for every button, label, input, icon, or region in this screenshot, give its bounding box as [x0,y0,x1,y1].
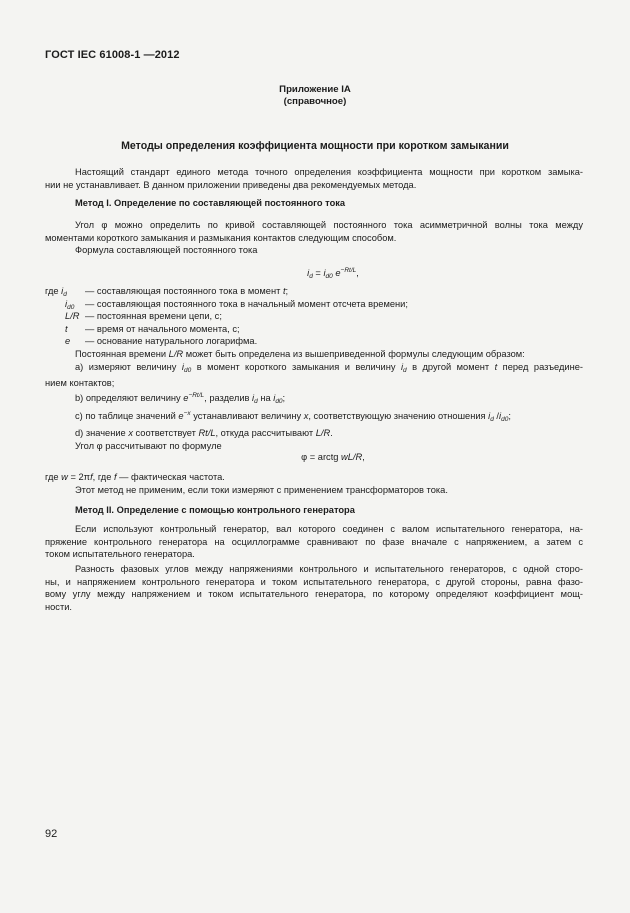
definition-symbol: e [65,336,71,347]
text-subscript: d [403,366,407,374]
definition-text: — составляющая постоянного тока в момент [85,286,283,296]
definition-punct: ; [285,286,289,296]
text-var: Rt/L [198,427,216,438]
standard-number: ГОСТ IEC 61008-1 —2012 [45,49,180,61]
definition-symbol: t [65,323,68,334]
method-1-text [45,219,583,257]
formula-operator: = [312,268,324,278]
formula-symbol: i [323,268,326,278]
definition-subscript: d0 [67,303,75,311]
method-1-p3 [45,348,583,361]
text-var: L/R [168,348,184,359]
definition-text: — постоянная времени цепи, с; [85,311,222,322]
appendix-title: Приложение IA [279,84,351,95]
text-var: x [303,411,309,422]
formula-text: φ = arctg [301,452,342,462]
intro-paragraph [45,166,583,191]
text-run: . [330,427,333,438]
text-var: e [178,411,184,422]
text-run: , где [92,472,114,482]
intro-line: нии не устанавливает. В данном приложении приведены два рекомендуемых метода. [45,179,417,190]
method-2-p1-line: Если используют контрольный генератор, вал которого соединен с валом испытательного генератора, на- [75,524,583,534]
definition-symbol: L/R [65,311,80,322]
step-a-cont: нием контактов; [45,378,115,389]
definition-subscript: d [63,291,67,298]
method-1-p4: Угол φ рассчитывают по формуле [75,440,222,451]
method-1-heading: Метод I. Определение по составляющей постоянного тока [75,198,346,208]
text-run: ; [282,392,286,403]
text-run: Постоянная времени [75,348,169,359]
definition-var: t [282,286,286,296]
text-var: f [90,472,93,482]
method-2-p2 [45,563,583,613]
method-1-p1-line: Угол φ можно определить по кривой составляющей постоянного тока асимметричной волны тока между [75,220,583,230]
step-d [45,427,583,440]
formula-punct: , [362,452,365,462]
definition-symbol: i [61,286,64,296]
formula-subscript: d0 [325,273,333,280]
method-2-p1-line: током испытательного генератора. [45,549,195,560]
method-1-p5: Этот метод не применим, если токи измеряют с применением трансформаторов тока. [75,484,448,495]
formula-var: wL/R [341,452,363,462]
intro-line: Настоящий стандарт единого метода точного определения коэффициента мощности при коротком замыка- [75,167,583,177]
text-run: в момент короткого замыкания и величину [191,361,401,372]
text-run: в другой момент [406,361,495,372]
text-run: c) по таблице значений [75,411,179,422]
formula-dc-component [45,265,583,284]
text-run: на [257,392,274,403]
text-var: e [183,392,189,403]
text-run: соответствует [132,427,199,438]
text-exponent: −Rt/L [188,391,205,399]
definition-item [45,335,583,348]
definition-item [45,285,583,298]
step-a [45,361,583,378]
method-2-p2-line: ны, и напряжением контрольного генератора и током испытательного генератора, с другой стороны, равна фазо- [45,576,583,587]
formula-punct: , [356,268,359,278]
text-var: i [181,361,184,372]
method-2-p1-line: пряжение контрольного генератора на осциллограмме сравнивают по фазе вначале с напряжением, а затем с [45,536,583,547]
method-2-section [45,504,583,517]
text-var: x [128,427,133,438]
text-var: f [113,472,117,482]
definition-item [45,323,583,336]
text-exponent: −x [183,410,191,418]
text-run: , соответствующую значению отношения [308,411,489,422]
method-2-heading: Метод II. Определение с помощью контрольного генератора [75,505,355,515]
where-frequency [45,471,583,484]
text-subscript: d0 [275,397,283,405]
formula-exponent: −Rt/L [340,267,357,274]
method-1-p2: Формула составляющей постоянного тока [75,245,258,256]
method-1-p1-line: моментами короткого замыкания и размыкания контактов следующим способом. [45,232,397,243]
text-run: d) значение [75,427,129,438]
text-var: i [488,411,491,422]
definition-text: — основание натурального логарифма. [85,336,258,347]
text-var: i [252,392,255,403]
text-run: , разделив [204,392,253,403]
text-var: L/R [315,427,331,438]
method-2-p1 [45,523,583,561]
definition-text: — составляющая постоянного тока в начальный момент отсчета времени; [85,298,408,309]
definitions-list [45,285,583,452]
text-var: i [499,411,502,422]
text-run: , откуда рассчитывают [215,427,316,438]
where-word: где [45,286,62,296]
text-subscript: d0 [501,416,509,424]
method-2-p2-line: ности. [45,601,72,612]
method-2-p2-line: Разность фазовых углов между напряжениями контрольного и испытательного генераторов, с одной сторо- [75,564,583,574]
text-run: где [45,472,62,482]
text-var: i [273,392,276,403]
text-var: t [494,361,498,372]
text-subscript: d [490,416,494,424]
step-c [45,408,583,427]
method-2-p2-line: вому углу между напряжением и током испытательного генератора, по которому определяют коэффициент мощ- [45,589,583,600]
document-title: Методы определения коэффициента мощности при коротком замыкании [121,140,509,152]
step-b [45,390,583,409]
text-run: / [493,411,500,422]
method-1-tail [45,471,583,496]
text-subscript: d0 [184,366,192,374]
method-1-section [45,197,583,210]
text-run: а) измеряют величину [75,361,182,372]
definition-text: — время от начального момента, с; [85,323,240,334]
formula-symbol: i [307,268,310,278]
text-run: перед разъедине- [497,361,583,372]
text-var: w [61,472,68,482]
text-var: i [400,361,404,372]
formula-symbol: e [332,268,341,278]
page-number: 92 [45,828,58,840]
formula-phi [45,451,583,464]
text-run: — фактическая частота. [116,472,225,482]
text-subscript: d [254,397,258,405]
text-run: = 2π [67,472,91,482]
definition-item [45,310,583,323]
definition-item [45,298,583,311]
text-run: устанавливают величину [190,411,304,422]
text-run: может быть определена из вышеприведенной формулы следующим образом: [183,348,525,359]
definition-symbol: i [65,298,68,309]
text-run: b) определяют величину [75,392,184,403]
formula-subscript: d [309,273,313,280]
text-run: ; [508,411,511,422]
appendix-note: (справочное) [283,96,347,107]
